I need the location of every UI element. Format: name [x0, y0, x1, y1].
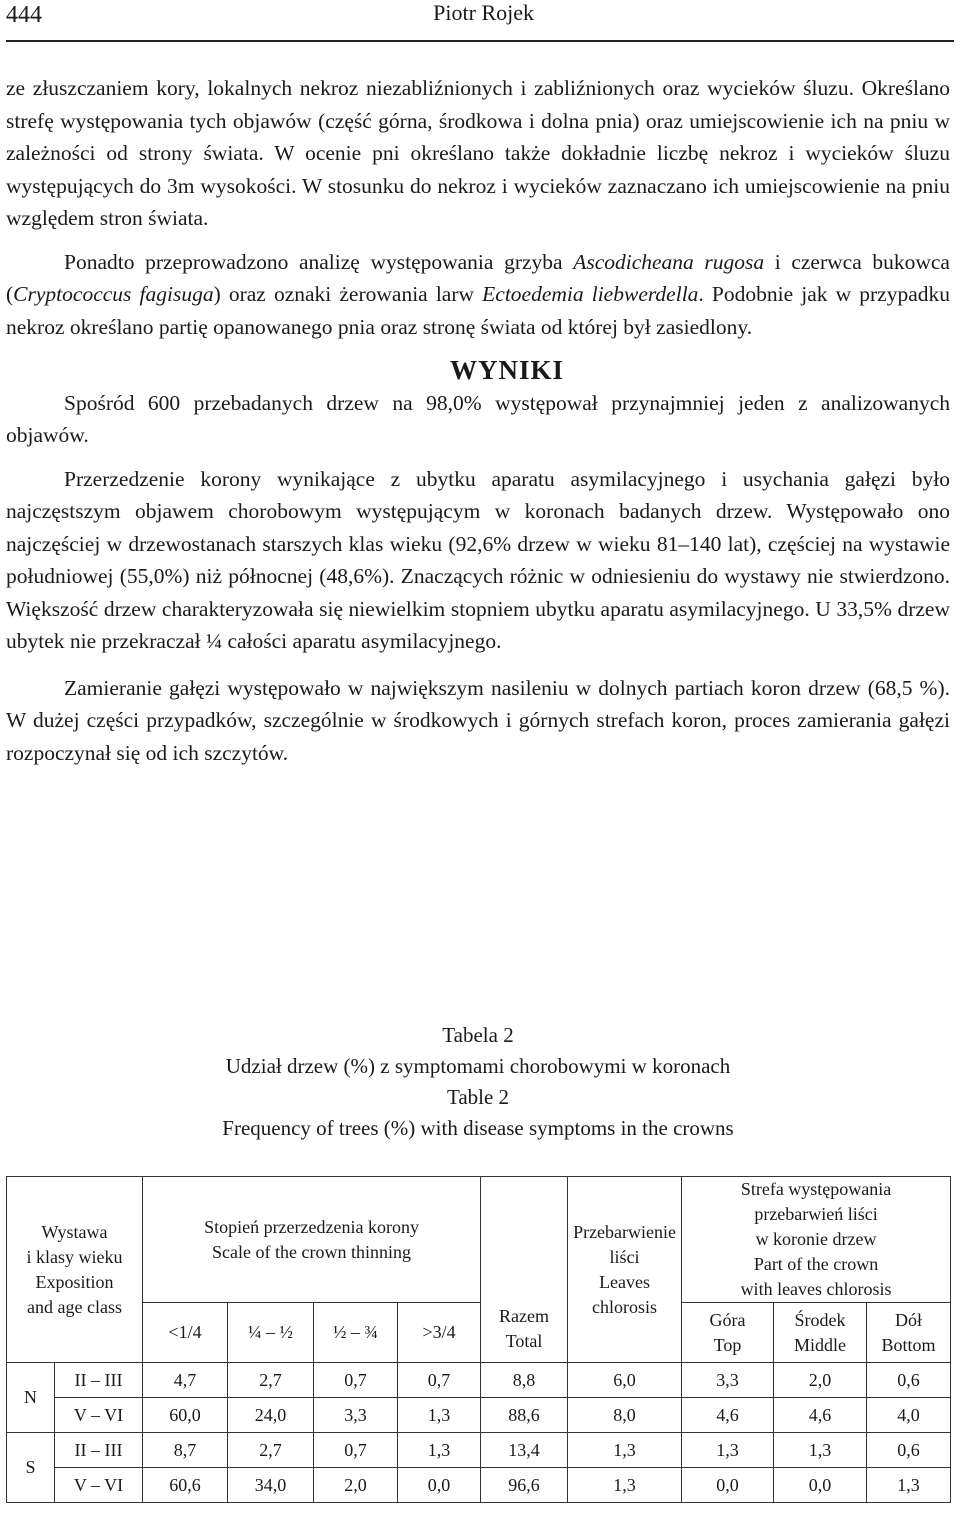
header-thin-col: ½ – ¾ — [314, 1303, 398, 1363]
header-line: Part of the crown — [753, 1254, 879, 1274]
species-name: Ectoedemia liebwerdella — [482, 282, 699, 306]
table-row — [7, 1363, 951, 1398]
table-row — [7, 1398, 951, 1433]
header-line: przebarwień liści — [754, 1204, 878, 1224]
table-cell: 60,6 — [143, 1468, 228, 1503]
body-text — [6, 72, 950, 769]
header-line: with leaves chlorosis — [740, 1279, 892, 1299]
text-run: i czerwca bukowca ( — [6, 249, 950, 306]
table-cell: 96,6 — [481, 1468, 568, 1503]
table-cell: 8,8 — [481, 1363, 568, 1398]
table-cell: 0,7 — [314, 1363, 398, 1398]
table-cell: 6,0 — [568, 1363, 682, 1398]
header-exposure — [7, 1177, 143, 1363]
table-cell: 8,0 — [568, 1398, 682, 1433]
table-cell: 4,6 — [774, 1398, 867, 1433]
table-cell: 0,6 — [867, 1363, 951, 1398]
header-line: Wystawa — [41, 1221, 108, 1242]
table-cell: 3,3 — [314, 1398, 398, 1433]
header-line: Środek — [794, 1309, 846, 1330]
header-bottom — [867, 1303, 951, 1363]
table-cell: V – VI — [55, 1468, 143, 1503]
paragraph: Zamieranie gałęzi występowało w największym nasileniu w dolnych partiach koron drzew (68,5 %). W dużej części przypadków, szczególnie w środkowych i górnych strefach koron, proces zamierania gałęzi rozpoczynał się od ich szczytów. — [6, 675, 950, 765]
species-name: Ascodicheana rugosa — [573, 249, 765, 274]
paragraph: Przerzedzenie korony wynikające z ubytku aparatu asymilacyjnego i usychania gałęzi było najczęstszym objawem chorobowym występującym w koronach badanych drzew. Występowało ono najczęściej w drzewostanach starszych klas wieku (92,6% drzew w wieku 81–140 lat), częściej na wystawie południowej (55,0%) niż północnej (48,6%). Znaczących różnic w odniesieniu do wystawy nie stwierdzono. Większość drzew charakteryzowała się niewielkim stopniem ubytku aparatu asymilacyjnego. U 33,5% drzew ubytek nie przekraczał ¼ całości aparatu asymilacyjnego. — [6, 466, 950, 653]
table-cell: 2,0 — [774, 1363, 867, 1398]
header-line: Exposition — [35, 1271, 114, 1292]
paragraph: ze złuszczaniem kory, lokalnych nekroz niezabliźnionych i zabliźnionych oraz wycieków śluzu. Określano strefę występowania tych objawów (część górna, środkowa i dolna pnia) oraz umiejscowienie ich na pniu w zależności od strony świata. W ocenie pni określano także dokładnie liczbę nekroz i wycieków śluzu występujących do 3m wysokości. W stosunku do nekroz i wycieków zaznaczano ich umiejscowienie na pniu względem stron świata. — [6, 76, 950, 230]
header-line: chlorosis — [592, 1296, 658, 1317]
group-label: S — [7, 1433, 55, 1503]
header-line: w koronie drzew — [755, 1229, 877, 1249]
header-line: Razem — [499, 1306, 550, 1326]
table-cell: II – III — [55, 1433, 143, 1468]
header-line: Top — [713, 1334, 742, 1355]
species-name: Cryptococcus fagisuga — [13, 282, 214, 306]
table-cell: 1,3 — [398, 1433, 481, 1468]
table-cell: 4,0 — [867, 1398, 951, 1433]
header-line: Leaves — [599, 1271, 651, 1292]
header-thin-col: ¼ – ½ — [228, 1303, 314, 1363]
table-cell: 0,7 — [314, 1433, 398, 1468]
caption-title-pl: Udział drzew (%) z symptomami chorobowymi w koronach — [225, 1054, 731, 1078]
table-cell: 0,0 — [682, 1468, 774, 1503]
header-line: Góra — [709, 1309, 746, 1330]
table-cell: 0,0 — [398, 1468, 481, 1503]
table-cell: 4,6 — [682, 1398, 774, 1433]
header-total — [481, 1177, 568, 1363]
table-cell: 1,3 — [774, 1433, 867, 1468]
running-head-author: Piotr Rojek — [433, 0, 534, 25]
table-cell: 2,7 — [228, 1363, 314, 1398]
paragraph — [6, 246, 950, 344]
header-line: Strefa występowania — [740, 1179, 892, 1199]
header-line: i klasy wieku — [26, 1246, 123, 1267]
table-row — [7, 1433, 951, 1468]
section-heading: WYNIKI — [449, 355, 564, 385]
header-line: Total — [505, 1331, 543, 1351]
text-run: Ponadto przeprowadzono analizę występowania grzyba — [64, 249, 574, 274]
table-cell: 2,0 — [314, 1468, 398, 1503]
header-line: Bottom — [881, 1334, 936, 1355]
table-cell: 2,7 — [228, 1433, 314, 1468]
header-middle — [774, 1303, 867, 1363]
paragraph: Spośród 600 przebadanych drzew na 98,0% występował przynajmniej jeden z analizowanych objawów. — [6, 390, 950, 447]
header-line: liści — [609, 1246, 640, 1267]
table-cell: 1,3 — [398, 1398, 481, 1433]
table-cell: 1,3 — [568, 1433, 682, 1468]
header-line: Dół — [895, 1309, 923, 1330]
header-rule — [6, 40, 954, 42]
table-cell: 24,0 — [228, 1398, 314, 1433]
table-cell: 34,0 — [228, 1468, 314, 1503]
table-caption — [0, 1020, 956, 1144]
header-thinning — [143, 1177, 481, 1303]
table-cell: 88,6 — [481, 1398, 568, 1433]
header-crown-zone — [682, 1177, 951, 1303]
header-line: Scale of the crown thinning — [212, 1241, 411, 1262]
table-cell: 13,4 — [481, 1433, 568, 1468]
header-line: Przebarwienie — [573, 1221, 677, 1242]
group-label: N — [7, 1363, 55, 1433]
table-cell: 1,3 — [568, 1468, 682, 1503]
table-cell: V – VI — [55, 1398, 143, 1433]
caption-label-pl: Tabela 2 — [442, 1023, 514, 1047]
page-header — [6, 0, 954, 34]
results-table — [6, 1176, 951, 1503]
table-cell: 8,7 — [143, 1433, 228, 1468]
header-line: Stopień przerzedzenia korony — [204, 1216, 419, 1237]
header-top — [682, 1303, 774, 1363]
table-cell: 3,3 — [682, 1363, 774, 1398]
header-thin-col: <1/4 — [143, 1303, 228, 1363]
table-cell: II – III — [55, 1363, 143, 1398]
header-chlorosis — [568, 1177, 682, 1363]
table-cell: 4,7 — [143, 1363, 228, 1398]
table-cell: 0,0 — [774, 1468, 867, 1503]
header-thin-col: >3/4 — [398, 1303, 481, 1363]
table-cell: 0,7 — [398, 1363, 481, 1398]
text-run: ) oraz oznaki żerowania larw — [213, 282, 483, 306]
caption-title-en: Frequency of trees (%) with disease symptoms in the crowns — [222, 1116, 734, 1140]
header-line: and age class — [27, 1296, 122, 1317]
table-cell: 1,3 — [867, 1468, 951, 1503]
text-run: . Podobnie jak w przypadku nekroz określano partię opanowanego pnia oraz stronę świata od której był zasiedlony. — [6, 282, 951, 339]
table-cell: 1,3 — [682, 1433, 774, 1468]
caption-label-en: Table 2 — [446, 1085, 510, 1109]
page-number: 444 — [6, 2, 42, 28]
header-line: Middle — [794, 1334, 847, 1355]
table-cell: 60,0 — [143, 1398, 228, 1433]
table-row — [7, 1468, 951, 1503]
table-cell: 0,6 — [867, 1433, 951, 1468]
